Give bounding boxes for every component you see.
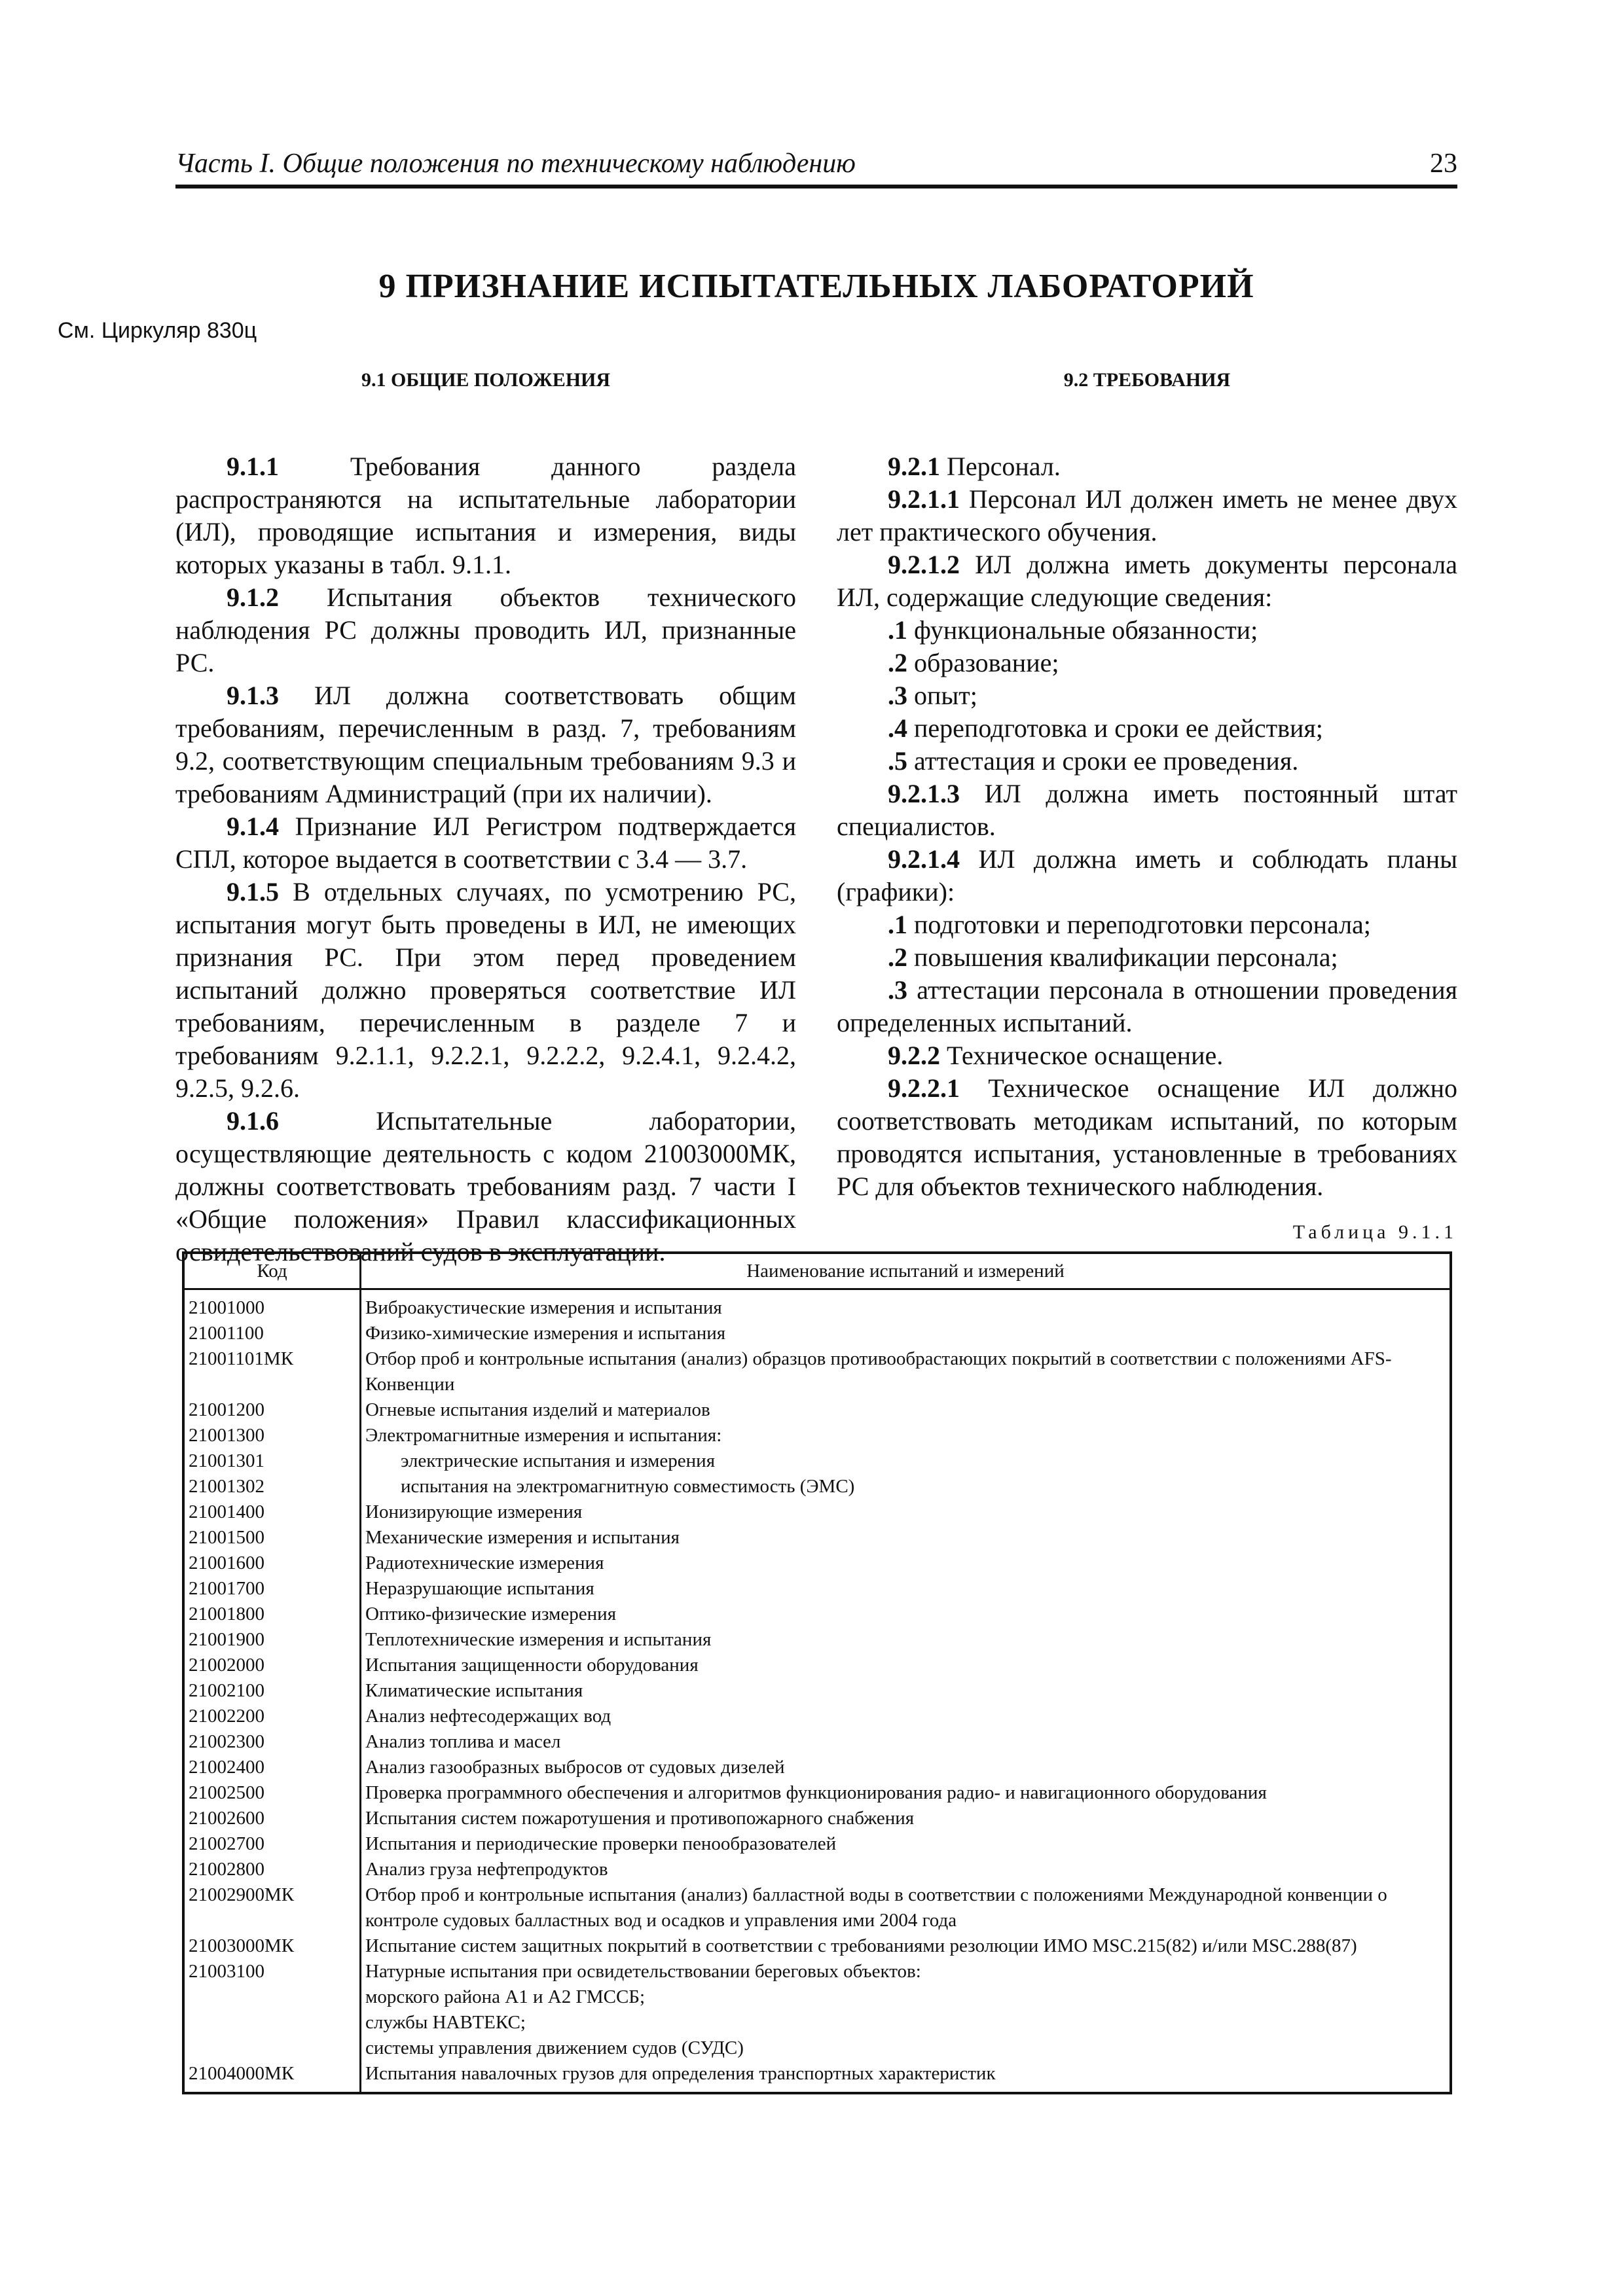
cell-name: Анализ груза нефтепродуктов — [361, 1857, 1451, 1882]
cell-name: Анализ газообразных выбросов от судовых дизелей — [361, 1755, 1451, 1780]
paragraph — [837, 778, 1457, 843]
cell-name: Испытания защищенности оборудования — [361, 1653, 1451, 1678]
table-row — [183, 1321, 1451, 1346]
cell-code: 21002900МК — [183, 1882, 361, 1933]
header-name: Наименование испытаний и измерений — [361, 1253, 1451, 1289]
cell-code: 21001700 — [183, 1576, 361, 1602]
cell-code: 21001101МК — [183, 1346, 361, 1397]
cell-code: 21001100 — [183, 1321, 361, 1346]
paragraph-text: образование; — [907, 648, 1059, 677]
paragraph-number: .4 — [888, 713, 907, 743]
table-row — [183, 1678, 1451, 1704]
cell-name: Испытание систем защитных покрытий в соответствии с требованиями резолюции ИМО MSC.215(82) и/или MSC.288(87) — [361, 1933, 1451, 1959]
cell-name: Проверка программного обеспечения и алгоритмов функционирования радио- и навигационного оборудования — [361, 1780, 1451, 1806]
paragraph — [175, 581, 796, 679]
cell-code: 21001302 — [183, 1474, 361, 1499]
paragraph-number: .1 — [888, 615, 907, 645]
cell-code — [183, 2036, 361, 2061]
cell-name: электрические испытания и измерения — [361, 1448, 1451, 1474]
paragraph-number: 9.1.2 — [227, 583, 279, 612]
paragraph-number: .3 — [888, 681, 907, 710]
cell-code: 21001500 — [183, 1525, 361, 1551]
paragraph-number: 9.2.1.4 — [888, 844, 960, 874]
cell-code: 21002800 — [183, 1857, 361, 1882]
cell-name: Оптико-физические измерения — [361, 1602, 1451, 1627]
paragraph — [837, 745, 1457, 778]
paragraph — [837, 483, 1457, 548]
cell-code: 21001600 — [183, 1551, 361, 1576]
paragraph-number: 9.2.1 — [888, 452, 940, 481]
paragraph — [837, 843, 1457, 908]
paragraph — [837, 1072, 1457, 1203]
table-row — [183, 1857, 1451, 1882]
table-row — [183, 2010, 1451, 2036]
cell-name: Анализ топлива и масел — [361, 1729, 1451, 1755]
paragraph-number: .2 — [888, 648, 907, 677]
table-row — [183, 1984, 1451, 2010]
paragraph-number: 9.2.1.3 — [888, 779, 960, 808]
paragraph — [837, 941, 1457, 974]
cell-code: 21003100 — [183, 1959, 361, 1984]
paragraph-text: Испытательные лаборатории, осуществляющие деятельность с кодом 21003000МК, должны соответствовать требованиям разд. 7 части I «Общие положения» Правил классификационных освидетельствований судов в эксплуатации. — [175, 1106, 796, 1266]
table-row — [183, 1289, 1451, 1321]
table-body — [183, 1289, 1451, 2094]
cell-code: 21001300 — [183, 1423, 361, 1448]
cell-code: 21001200 — [183, 1397, 361, 1423]
paragraph-text: повышения квалификации персонала; — [907, 942, 1338, 972]
paragraph — [837, 974, 1457, 1039]
table-row — [183, 1602, 1451, 1627]
paragraph-number: 9.1.5 — [227, 877, 279, 906]
section-heading-general: 9.1 ОБЩИЕ ПОЛОЖЕНИЯ — [361, 369, 611, 391]
paragraph-number: 9.1.4 — [227, 812, 279, 841]
paragraph — [837, 908, 1457, 941]
paragraph-number: .3 — [888, 975, 907, 1005]
table-row — [183, 1551, 1451, 1576]
cell-code: 21002600 — [183, 1806, 361, 1831]
paragraph — [175, 810, 796, 876]
paragraph-text: Техническое оснащение ИЛ должно соответствовать методикам испытаний, по которым проводятся испытания, установленные в требованиях РС для объектов технического наблюдения. — [837, 1073, 1457, 1201]
cell-code: 21002300 — [183, 1729, 361, 1755]
cell-name: службы НАВТЕКС; — [361, 2010, 1451, 2036]
table-row — [183, 1448, 1451, 1474]
cell-name: Огневые испытания изделий и материалов — [361, 1397, 1451, 1423]
paragraph-text: аттестация и сроки ее проведения. — [907, 746, 1299, 776]
paragraph — [837, 1039, 1457, 1072]
paragraph-text: аттестации персонала в отношении проведения определенных испытаний. — [837, 975, 1457, 1037]
cell-name: Неразрушающие испытания — [361, 1576, 1451, 1602]
cell-code: 21001301 — [183, 1448, 361, 1474]
table-row — [183, 1653, 1451, 1678]
cell-name: Анализ нефтесодержащих вод — [361, 1704, 1451, 1729]
paragraph-number: 9.2.1.1 — [888, 484, 960, 514]
right-column — [837, 450, 1457, 1203]
paragraph-number: .2 — [888, 942, 907, 972]
cell-code: 21002000 — [183, 1653, 361, 1678]
cell-name: Физико-химические измерения и испытания — [361, 1321, 1451, 1346]
cell-name: Натурные испытания при освидетельствовании береговых объектов: — [361, 1959, 1451, 1984]
page-number: 23 — [1430, 149, 1457, 179]
cell-name: Электромагнитные измерения и испытания: — [361, 1423, 1451, 1448]
table-row — [183, 1755, 1451, 1780]
cell-name: испытания на электромагнитную совместимость (ЭМС) — [361, 1474, 1451, 1499]
test-codes-table — [182, 1251, 1452, 2094]
table-row — [183, 1704, 1451, 1729]
table-row — [183, 2061, 1451, 2093]
table-row — [183, 1423, 1451, 1448]
paragraph — [837, 679, 1457, 712]
paragraph-number: 9.2.2.1 — [888, 1073, 960, 1103]
table-caption: Таблица 9.1.1 — [1292, 1221, 1457, 1243]
cell-name: Испытания и периодические проверки пенообразователей — [361, 1831, 1451, 1857]
table-row — [183, 1576, 1451, 1602]
cell-name: Испытания навалочных грузов для определения транспортных характеристик — [361, 2061, 1451, 2093]
paragraph-text: ИЛ должна иметь и соблюдать планы (графики): — [837, 844, 1457, 906]
cell-name: Радиотехнические измерения — [361, 1551, 1451, 1576]
table-row — [183, 1959, 1451, 1984]
paragraph-text: Требования данного раздела распространяются на испытательные лаборатории (ИЛ), проводящие испытания и измерения, виды которых указаны в табл. 9.1.1. — [175, 452, 796, 579]
paragraph — [837, 712, 1457, 745]
paragraph-number: 9.1.3 — [227, 681, 279, 710]
paragraph-number: .5 — [888, 746, 907, 776]
cell-code: 21002200 — [183, 1704, 361, 1729]
cell-name: морского района А1 и А2 ГМССБ; — [361, 1984, 1451, 2010]
cell-name: Отбор проб и контрольные испытания (анализ) балластной воды в соответствии с положениями Международной конвенции о контроле судовых балластных вод и осадков и управления ими 2004 года — [361, 1882, 1451, 1933]
cell-code — [183, 1984, 361, 2010]
cell-code: 21002500 — [183, 1780, 361, 1806]
paragraph-text: В отдельных случаях, по усмотрению РС, испытания могут быть проведены в ИЛ, не имеющих признания РС. При этом перед проведением испытаний должно проверяться соответствие ИЛ требованиям, перечисленным в разделе 7 и требованиям 9.2.1.1, 9.2.2.1, 9.2.2.2, 9.2.4.1, 9.2.4.2, 9.2.5, 9.2.6. — [175, 877, 796, 1103]
cell-name: Теплотехнические измерения и испытания — [361, 1627, 1451, 1653]
table-row — [183, 1729, 1451, 1755]
table-row — [183, 1525, 1451, 1551]
table-row — [183, 1627, 1451, 1653]
paragraph-number: .1 — [888, 910, 907, 939]
circular-note: См. Циркуляр 830ц — [58, 318, 257, 343]
cell-code — [183, 2010, 361, 2036]
paragraph-text: функциональные обязанности; — [907, 615, 1258, 645]
table-row — [183, 1933, 1451, 1959]
cell-name: Отбор проб и контрольные испытания (анализ) образцов противообрастающих покрытий в соответствии с положениями AFS-Конвенции — [361, 1346, 1451, 1397]
chapter-title: 9 ПРИЗНАНИЕ ИСПЫТАТЕЛЬНЫХ ЛАБОРАТОРИЙ — [378, 268, 1254, 305]
table-header-row — [183, 1253, 1451, 1289]
paragraph-text: Персонал. — [940, 452, 1061, 481]
paragraph — [175, 876, 796, 1105]
paragraph — [837, 647, 1457, 679]
paragraph-text: Испытания объектов технического наблюдения РС должны проводить ИЛ, признанные РС. — [175, 583, 796, 677]
paragraph-text: переподготовка и сроки ее действия; — [907, 713, 1323, 743]
paragraph — [837, 614, 1457, 647]
paragraph-text: подготовки и переподготовки персонала; — [907, 910, 1371, 939]
cell-code: 21001400 — [183, 1499, 361, 1525]
table-row — [183, 1346, 1451, 1397]
paragraph-number: 9.2.2 — [888, 1041, 940, 1070]
paragraph-text: ИЛ должна иметь постоянный штат специалистов. — [837, 779, 1457, 841]
header-code: Код — [183, 1253, 361, 1289]
paragraph — [175, 450, 796, 581]
cell-code: 21004000МК — [183, 2061, 361, 2093]
cell-name: Климатические испытания — [361, 1678, 1451, 1704]
cell-name: Ионизирующие измерения — [361, 1499, 1451, 1525]
paragraph-number: 9.1.1 — [227, 452, 279, 481]
cell-code: 21002100 — [183, 1678, 361, 1704]
cell-code: 21001000 — [183, 1289, 361, 1321]
paragraph-number: 9.1.6 — [227, 1106, 279, 1136]
paragraph — [837, 450, 1457, 483]
table-row — [183, 1780, 1451, 1806]
running-title: Часть I. Общие положения по техническому наблюдению — [175, 149, 856, 179]
table-row — [183, 1474, 1451, 1499]
paragraph-text: Признание ИЛ Регистром подтверждается СПЛ, которое выдается в соответствии с 3.4 — 3.7. — [175, 812, 796, 874]
section-heading-requirements: 9.2 ТРЕБОВАНИЯ — [1063, 369, 1231, 391]
table-row — [183, 1397, 1451, 1423]
cell-name: Механические измерения и испытания — [361, 1525, 1451, 1551]
cell-name: системы управления движением судов (СУДС) — [361, 2036, 1451, 2061]
cell-name: Виброакустические измерения и испытания — [361, 1289, 1451, 1321]
paragraph — [837, 548, 1457, 614]
paragraph-text: Персонал ИЛ должен иметь не менее двух лет практического обучения. — [837, 484, 1457, 547]
cell-code: 21002400 — [183, 1755, 361, 1780]
paragraph — [175, 679, 796, 810]
running-header — [175, 144, 1457, 188]
table-row — [183, 1831, 1451, 1857]
paragraph-text: ИЛ должна соответствовать общим требованиям, перечисленным в разд. 7, требованиям 9.2, соответствующим специальным требованиям 9.3 и требованиям Администраций (при их наличии). — [175, 681, 796, 808]
paragraph-text: опыт; — [907, 681, 977, 710]
paragraph-text: ИЛ должна иметь документы персонала ИЛ, содержащие следующие сведения: — [837, 550, 1457, 612]
table-row — [183, 1882, 1451, 1933]
cell-code: 21002700 — [183, 1831, 361, 1857]
table-row — [183, 1806, 1451, 1831]
cell-code: 21001900 — [183, 1627, 361, 1653]
paragraph — [175, 1105, 796, 1268]
paragraph-number: 9.2.1.2 — [888, 550, 960, 579]
table-row — [183, 1499, 1451, 1525]
left-column — [175, 450, 796, 1268]
table-row — [183, 2036, 1451, 2061]
cell-code: 21001800 — [183, 1602, 361, 1627]
paragraph-text: Техническое оснащение. — [940, 1041, 1224, 1070]
cell-code: 21003000МК — [183, 1933, 361, 1959]
cell-name: Испытания систем пожаротушения и противопожарного снабжения — [361, 1806, 1451, 1831]
